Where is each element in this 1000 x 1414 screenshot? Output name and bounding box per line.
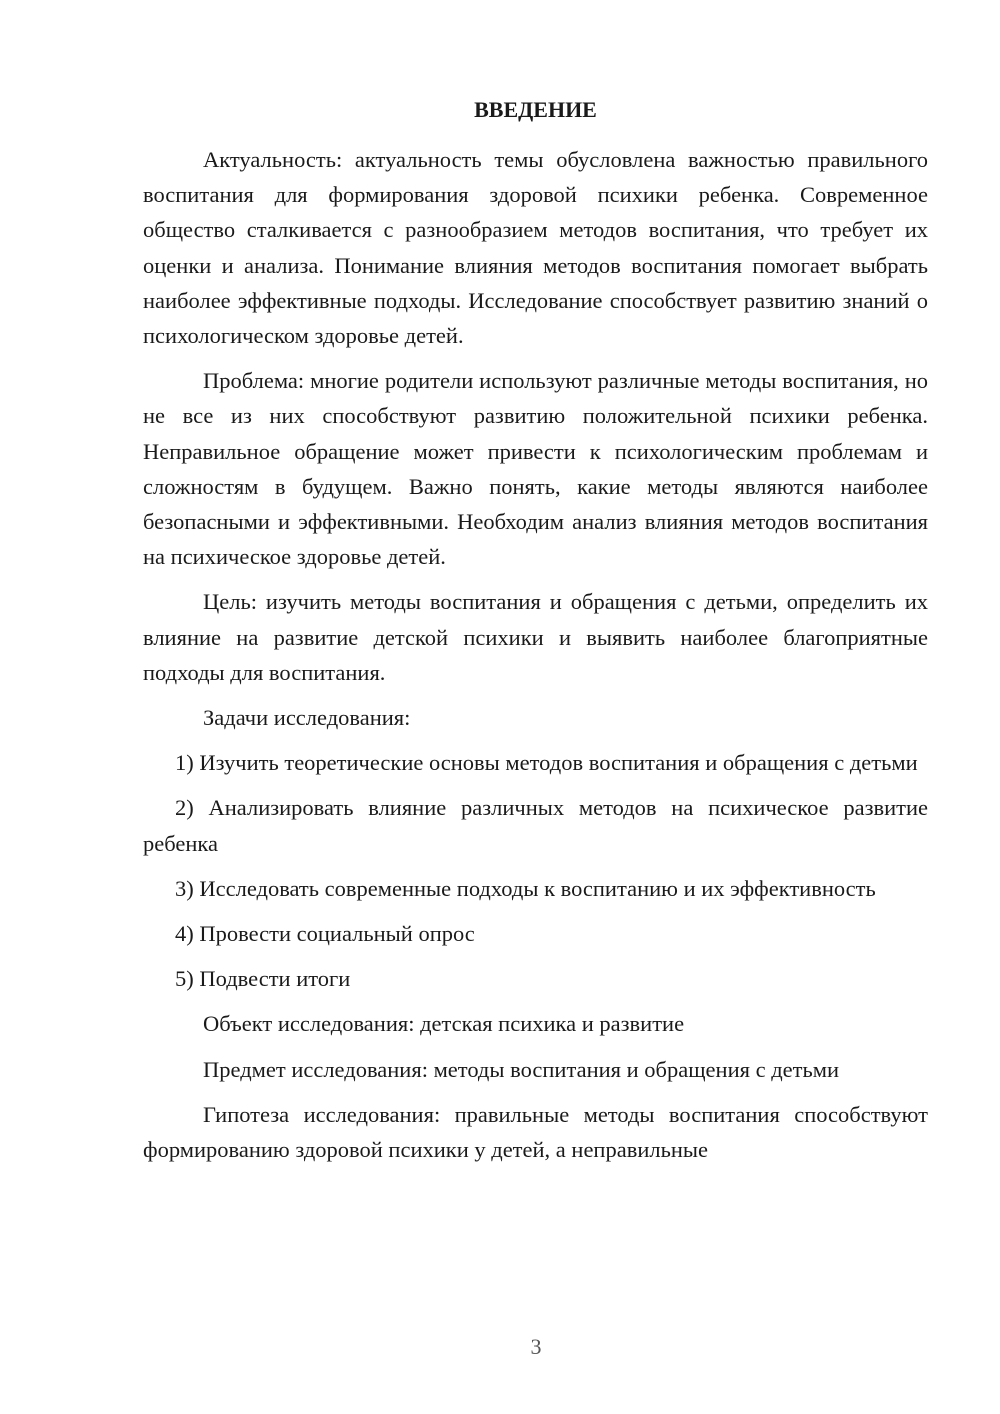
section-title: ВВЕДЕНИЕ [474, 97, 597, 122]
task-item-2: 2) Анализировать влияние различных методов на психическое развитие ребенка [143, 795, 928, 856]
relevance-paragraph: Актуальность: актуальность темы обусловлена важностью правильного воспитания для формирования здоровой психики ребенка. Современное общество сталкивается с разнообразием методов воспитания, что требует их оценки и анализа. Понимание влияния методов воспитания помогает выбрать наиболее эффективные подходы. Исследование способствует развитию знаний о психологическом здоровье детей. [143, 147, 928, 349]
document-page [143, 95, 928, 1177]
task-item-4: 4) Провести социальный опрос [175, 921, 475, 947]
task-item-1: 1) Изучить теоретические основы методов воспитания и обращения с детьми [175, 750, 918, 776]
tasks-heading: Задачи исследования: [203, 705, 411, 731]
subject-paragraph: Предмет исследования: методы воспитания и обращения с детьми [203, 1056, 840, 1082]
goal-paragraph: Цель: изучить методы воспитания и обращения с детьми, определить их влияние на развитие детской психики и выявить наиболее благоприятные подходы для воспитания. [143, 589, 928, 685]
object-paragraph: Объект исследования: детская психика и развитие [203, 1011, 685, 1037]
hypothesis-paragraph: Гипотеза исследования: правильные методы воспитания способствуют формированию здоровой психики у детей, а неправильные [143, 1101, 928, 1163]
task-item-3: 3) Исследовать современные подходы к воспитанию и их эффективность [175, 875, 876, 901]
task-item-5: 5) Подвести итоги [175, 966, 351, 992]
page-number: 3 [530, 1334, 542, 1359]
problem-paragraph: Проблема: многие родители используют различные методы воспитания, но не все из них способствуют развитию положительной психики ребенка. Неправильное обращение может привести к психологическим проблемам и сложностям в будущем. Важно понять, какие методы являются наиболее безопасными и эффективными. Необходим анализ влияния методов воспитания на психическое здоровье детей. [143, 368, 928, 570]
